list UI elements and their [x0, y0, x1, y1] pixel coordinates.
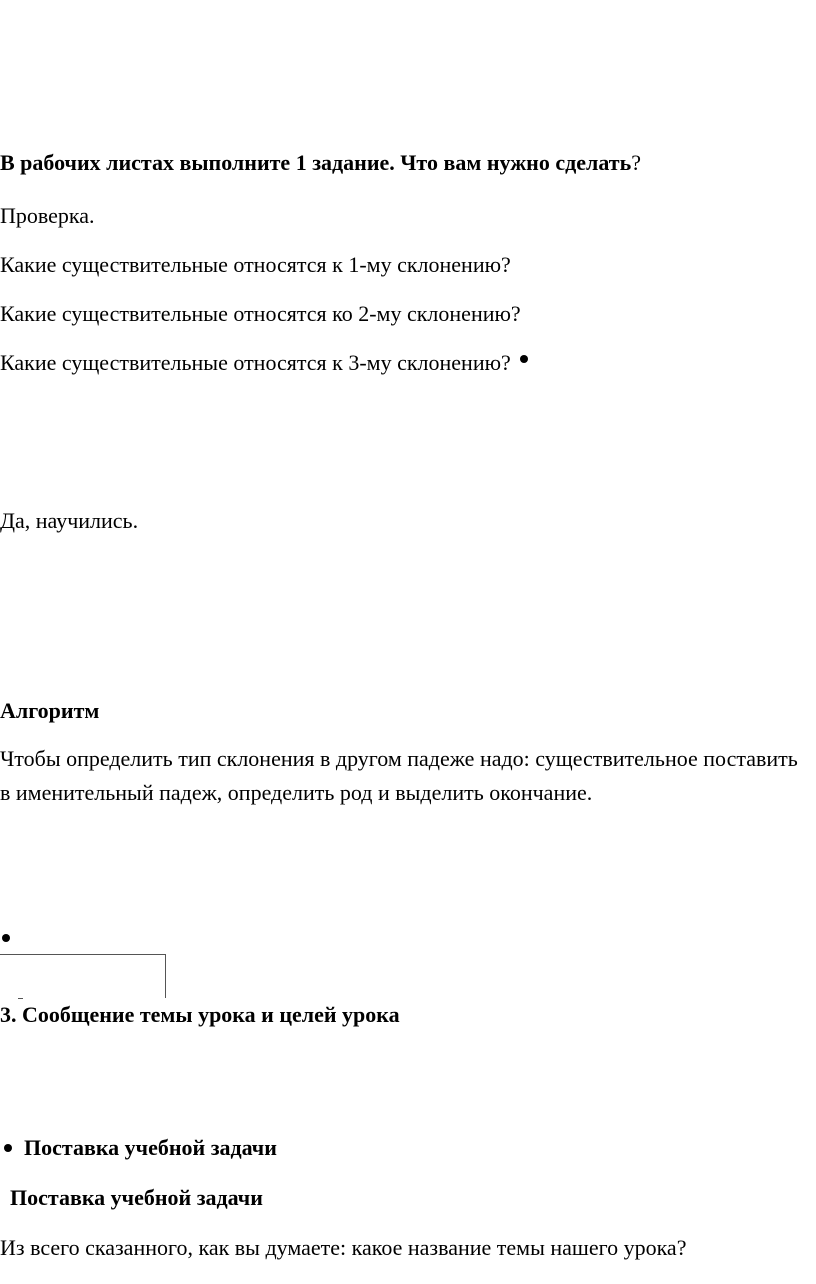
box-tick [18, 998, 23, 999]
box-line-vertical [165, 954, 166, 998]
section-3-heading: 3. Сообщение темы урока и целей урока [0, 1002, 400, 1027]
bullet-icon [4, 1144, 12, 1152]
question-3-row [0, 348, 528, 378]
task-instruction-bold: В рабочих листах выполните 1 задание. Что вам нужно сделать [0, 150, 632, 175]
task-instruction [0, 148, 641, 178]
check-label: Проверка. [0, 203, 95, 228]
algorithm-text: Чтобы определить тип склонения в другом падеже надо: существительное поставить в именительный падеж, определить род и выделить окончание. [0, 746, 798, 805]
final-question: Из всего сказанного, как вы думаете: какое название темы нашего урока? [0, 1235, 687, 1260]
question-3: Какие существительные относятся к 3-му склонению? [0, 350, 511, 375]
learning-task-bullet-item [0, 1133, 277, 1163]
bullet-icon [2, 934, 10, 942]
task-instruction-tail: ? [631, 150, 641, 175]
algorithm-heading: Алгоритм [0, 698, 100, 723]
answer-text: Да, научились. [0, 508, 139, 533]
bullet-icon [520, 355, 528, 363]
box-line-horizontal [0, 954, 166, 955]
learning-task-label: Поставка учебной задачи [10, 1185, 263, 1210]
learning-task-bullet-label: Поставка учебной задачи [24, 1135, 277, 1160]
question-1: Какие существительные относятся к 1-му склонению? [0, 252, 511, 277]
question-2: Какие существительные относятся ко 2-му склонению? [0, 301, 521, 326]
